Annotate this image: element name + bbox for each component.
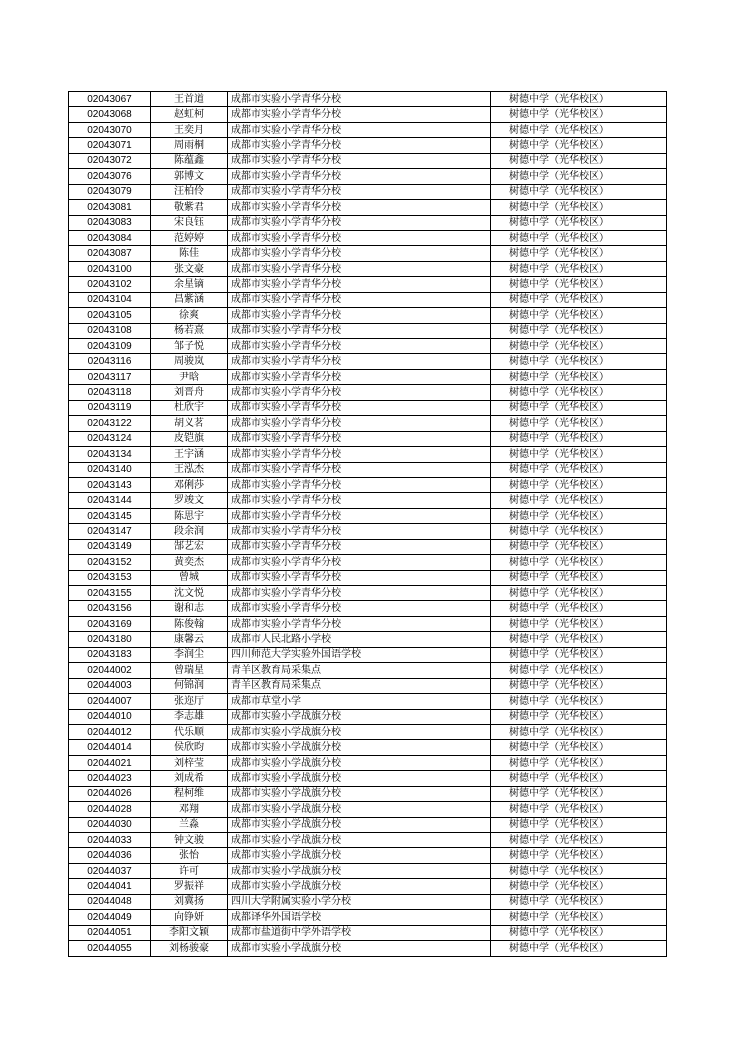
- source-school-cell: 成都市实验小学战旗分校: [228, 724, 491, 739]
- admitted-school-cell: 树德中学（光华校区）: [491, 555, 667, 570]
- source-school-cell: 成都市实验小学青华分校: [228, 616, 491, 631]
- admitted-school-cell: 树德中学（光华校区）: [491, 833, 667, 848]
- admitted-school-cell: 树德中学（光华校区）: [491, 632, 667, 647]
- student-id-cell: 02043180: [69, 632, 151, 647]
- student-name-cell: 许可: [151, 863, 228, 878]
- student-name-cell: 邓俐莎: [151, 477, 228, 492]
- admitted-school-cell: 树德中学（光华校区）: [491, 925, 667, 940]
- student-id-cell: 02044049: [69, 910, 151, 925]
- source-school-cell: 成都市实验小学战旗分校: [228, 786, 491, 801]
- source-school-cell: 成都市实验小学青华分校: [228, 215, 491, 230]
- admitted-school-cell: 树德中学（光华校区）: [491, 771, 667, 786]
- source-school-cell: 成都市实验小学青华分校: [228, 555, 491, 570]
- student-id-cell: 02044030: [69, 817, 151, 832]
- table-row: [69, 724, 667, 739]
- admitted-school-cell: 树德中学（光华校区）: [491, 709, 667, 724]
- table-row: [69, 647, 667, 662]
- admitted-school-cell: 树德中学（光华校区）: [491, 339, 667, 354]
- student-id-cell: 02043144: [69, 493, 151, 508]
- student-id-cell: 02043100: [69, 261, 151, 276]
- student-name-cell: 汪柏伶: [151, 184, 228, 199]
- source-school-cell: 成都市实验小学青华分校: [228, 477, 491, 492]
- admitted-school-cell: 树德中学（光华校区）: [491, 694, 667, 709]
- source-school-cell: 成都市实验小学战旗分校: [228, 941, 491, 956]
- source-school-cell: 成都市实验小学青华分校: [228, 200, 491, 215]
- table-row: [69, 508, 667, 523]
- table-row: [69, 431, 667, 446]
- student-id-cell: 02044048: [69, 894, 151, 909]
- student-id-cell: 02044028: [69, 802, 151, 817]
- table-row: [69, 771, 667, 786]
- table-row: [69, 848, 667, 863]
- source-school-cell: 成都市实验小学青华分校: [228, 153, 491, 168]
- student-id-cell: 02043145: [69, 508, 151, 523]
- table-row: [69, 632, 667, 647]
- student-id-cell: 02043152: [69, 555, 151, 570]
- admitted-school-cell: 树德中学（光华校区）: [491, 462, 667, 477]
- student-id-cell: 02043117: [69, 369, 151, 384]
- table-row: [69, 138, 667, 153]
- table-row: [69, 616, 667, 631]
- admitted-school-cell: 树德中学（光华校区）: [491, 292, 667, 307]
- source-school-cell: 青羊区教育局采集点: [228, 663, 491, 678]
- table-row: [69, 308, 667, 323]
- table-row: [69, 941, 667, 956]
- student-name-cell: 周骏岚: [151, 354, 228, 369]
- student-id-cell: 02043169: [69, 616, 151, 631]
- table-row: [69, 524, 667, 539]
- admitted-school-cell: 树德中学（光华校区）: [491, 308, 667, 323]
- source-school-cell: 成都市实验小学青华分校: [228, 92, 491, 107]
- student-name-cell: 尹晗: [151, 369, 228, 384]
- admitted-school-cell: 树德中学（光华校区）: [491, 740, 667, 755]
- source-school-cell: 成都市实验小学青华分校: [228, 292, 491, 307]
- student-id-cell: 02044036: [69, 848, 151, 863]
- admitted-school-cell: 树德中学（光华校区）: [491, 107, 667, 122]
- source-school-cell: 成都市实验小学青华分校: [228, 601, 491, 616]
- student-name-cell: 曾瑞星: [151, 663, 228, 678]
- source-school-cell: 成都市实验小学战旗分校: [228, 863, 491, 878]
- admission-table: [68, 91, 667, 957]
- student-name-cell: 谢和志: [151, 601, 228, 616]
- table-row: [69, 246, 667, 261]
- student-id-cell: 02043140: [69, 462, 151, 477]
- student-name-cell: 陈蕴鑫: [151, 153, 228, 168]
- student-id-cell: 02044007: [69, 694, 151, 709]
- source-school-cell: 成都市实验小学青华分校: [228, 230, 491, 245]
- student-name-cell: 侯欣昀: [151, 740, 228, 755]
- table-row: [69, 925, 667, 940]
- source-school-cell: 成都市实验小学青华分校: [228, 323, 491, 338]
- source-school-cell: 成都市实验小学青华分校: [228, 138, 491, 153]
- student-id-cell: 02043156: [69, 601, 151, 616]
- student-name-cell: 向铮妍: [151, 910, 228, 925]
- student-id-cell: 02043102: [69, 277, 151, 292]
- admitted-school-cell: 树德中学（光华校区）: [491, 385, 667, 400]
- admitted-school-cell: 树德中学（光华校区）: [491, 277, 667, 292]
- source-school-cell: 成都市实验小学战旗分校: [228, 771, 491, 786]
- student-id-cell: 02044055: [69, 941, 151, 956]
- student-name-cell: 刘晋舟: [151, 385, 228, 400]
- student-id-cell: 02043070: [69, 122, 151, 137]
- admitted-school-cell: 树德中学（光华校区）: [491, 848, 667, 863]
- source-school-cell: 成都市实验小学战旗分校: [228, 848, 491, 863]
- table-row: [69, 894, 667, 909]
- admitted-school-cell: 树德中学（光华校区）: [491, 539, 667, 554]
- student-id-cell: 02044003: [69, 678, 151, 693]
- student-name-cell: 李阳文颖: [151, 925, 228, 940]
- student-name-cell: 王宇涵: [151, 447, 228, 462]
- table-row: [69, 601, 667, 616]
- student-name-cell: 宋良钰: [151, 215, 228, 230]
- admitted-school-cell: 树德中学（光华校区）: [491, 92, 667, 107]
- student-id-cell: 02043104: [69, 292, 151, 307]
- source-school-cell: 四川大学附属实验小学分校: [228, 894, 491, 909]
- student-id-cell: 02043108: [69, 323, 151, 338]
- table-row: [69, 416, 667, 431]
- table-row: [69, 678, 667, 693]
- table-row: [69, 92, 667, 107]
- student-id-cell: 02043083: [69, 215, 151, 230]
- student-name-cell: 程柯维: [151, 786, 228, 801]
- admitted-school-cell: 树德中学（光华校区）: [491, 261, 667, 276]
- admitted-school-cell: 树德中学（光华校区）: [491, 323, 667, 338]
- admitted-school-cell: 树德中学（光华校区）: [491, 586, 667, 601]
- admitted-school-cell: 树德中学（光华校区）: [491, 570, 667, 585]
- student-name-cell: 张怡: [151, 848, 228, 863]
- student-name-cell: 邓翔: [151, 802, 228, 817]
- table-row: [69, 462, 667, 477]
- student-name-cell: 王首道: [151, 92, 228, 107]
- source-school-cell: 成都市人民北路小学校: [228, 632, 491, 647]
- student-name-cell: 陈佳: [151, 246, 228, 261]
- table-row: [69, 539, 667, 554]
- student-id-cell: 02044023: [69, 771, 151, 786]
- student-id-cell: 02044041: [69, 879, 151, 894]
- student-id-cell: 02043087: [69, 246, 151, 261]
- admitted-school-cell: 树德中学（光华校区）: [491, 431, 667, 446]
- student-name-cell: 刘梓莹: [151, 755, 228, 770]
- student-id-cell: 02044002: [69, 663, 151, 678]
- source-school-cell: 成都市实验小学青华分校: [228, 431, 491, 446]
- source-school-cell: 成都市实验小学战旗分校: [228, 833, 491, 848]
- student-id-cell: 02043105: [69, 308, 151, 323]
- student-id-cell: 02044033: [69, 833, 151, 848]
- table-row: [69, 385, 667, 400]
- student-id-cell: 02043118: [69, 385, 151, 400]
- table-row: [69, 200, 667, 215]
- source-school-cell: 成都市实验小学青华分校: [228, 447, 491, 462]
- student-name-cell: 钟文骏: [151, 833, 228, 848]
- admitted-school-cell: 树德中学（光华校区）: [491, 369, 667, 384]
- table-row: [69, 369, 667, 384]
- student-id-cell: 02043183: [69, 647, 151, 662]
- student-id-cell: 02043124: [69, 431, 151, 446]
- student-name-cell: 胡义茗: [151, 416, 228, 431]
- table-row: [69, 802, 667, 817]
- admitted-school-cell: 树德中学（光华校区）: [491, 601, 667, 616]
- student-name-cell: 余星镝: [151, 277, 228, 292]
- table-body: [69, 92, 667, 957]
- student-name-cell: 郭博文: [151, 169, 228, 184]
- table-row: [69, 586, 667, 601]
- student-name-cell: 赵虹柯: [151, 107, 228, 122]
- admitted-school-cell: 树德中学（光华校区）: [491, 184, 667, 199]
- source-school-cell: 成都市实验小学青华分校: [228, 277, 491, 292]
- admitted-school-cell: 树德中学（光华校区）: [491, 647, 667, 662]
- student-name-cell: 代乐顺: [151, 724, 228, 739]
- student-name-cell: 周雨桐: [151, 138, 228, 153]
- admitted-school-cell: 树德中学（光华校区）: [491, 416, 667, 431]
- student-id-cell: 02043122: [69, 416, 151, 431]
- admitted-school-cell: 树德中学（光华校区）: [491, 447, 667, 462]
- admitted-school-cell: 树德中学（光华校区）: [491, 817, 667, 832]
- source-school-cell: 成都市实验小学青华分校: [228, 261, 491, 276]
- source-school-cell: 成都市实验小学青华分校: [228, 493, 491, 508]
- table-row: [69, 694, 667, 709]
- source-school-cell: 成都市实验小学战旗分校: [228, 755, 491, 770]
- student-name-cell: 刘冀扬: [151, 894, 228, 909]
- table-row: [69, 786, 667, 801]
- student-name-cell: 张迩厅: [151, 694, 228, 709]
- student-id-cell: 02043067: [69, 92, 151, 107]
- student-name-cell: 昌紫涵: [151, 292, 228, 307]
- source-school-cell: 成都市实验小学青华分校: [228, 246, 491, 261]
- table-row: [69, 184, 667, 199]
- admitted-school-cell: 树德中学（光华校区）: [491, 524, 667, 539]
- table-row: [69, 215, 667, 230]
- source-school-cell: 成都市实验小学青华分校: [228, 570, 491, 585]
- source-school-cell: 成都市实验小学青华分校: [228, 539, 491, 554]
- admitted-school-cell: 树德中学（光华校区）: [491, 215, 667, 230]
- student-id-cell: 02043143: [69, 477, 151, 492]
- student-id-cell: 02043068: [69, 107, 151, 122]
- student-name-cell: 陈思宇: [151, 508, 228, 523]
- admitted-school-cell: 树德中学（光华校区）: [491, 941, 667, 956]
- admitted-school-cell: 树德中学（光华校区）: [491, 802, 667, 817]
- student-name-cell: 李志雄: [151, 709, 228, 724]
- student-name-cell: 沈文悦: [151, 586, 228, 601]
- admitted-school-cell: 树德中学（光华校区）: [491, 477, 667, 492]
- student-id-cell: 02043084: [69, 230, 151, 245]
- table-row: [69, 663, 667, 678]
- source-school-cell: 成都市实验小学青华分校: [228, 400, 491, 415]
- student-name-cell: 徐爽: [151, 308, 228, 323]
- student-name-cell: 王泓杰: [151, 462, 228, 477]
- table-row: [69, 107, 667, 122]
- admitted-school-cell: 树德中学（光华校区）: [491, 755, 667, 770]
- student-id-cell: 02043147: [69, 524, 151, 539]
- admitted-school-cell: 树德中学（光华校区）: [491, 663, 667, 678]
- source-school-cell: 成都市草堂小学: [228, 694, 491, 709]
- student-name-cell: 范婷婷: [151, 230, 228, 245]
- source-school-cell: 成都市实验小学战旗分校: [228, 709, 491, 724]
- student-name-cell: 陈俊翰: [151, 616, 228, 631]
- table-row: [69, 910, 667, 925]
- table-row: [69, 817, 667, 832]
- student-name-cell: 张文豪: [151, 261, 228, 276]
- source-school-cell: 成都市实验小学青华分校: [228, 508, 491, 523]
- source-school-cell: 成都市实验小学战旗分校: [228, 817, 491, 832]
- table-row: [69, 400, 667, 415]
- student-name-cell: 罗竣文: [151, 493, 228, 508]
- student-id-cell: 02043116: [69, 354, 151, 369]
- student-name-cell: 黄奕杰: [151, 555, 228, 570]
- source-school-cell: 成都市实验小学青华分校: [228, 308, 491, 323]
- table-row: [69, 709, 667, 724]
- table-row: [69, 122, 667, 137]
- student-id-cell: 02044012: [69, 724, 151, 739]
- table-row: [69, 570, 667, 585]
- student-id-cell: 02043081: [69, 200, 151, 215]
- student-name-cell: 王奕月: [151, 122, 228, 137]
- admitted-school-cell: 树德中学（光华校区）: [491, 354, 667, 369]
- admitted-school-cell: 树德中学（光华校区）: [491, 246, 667, 261]
- student-id-cell: 02043076: [69, 169, 151, 184]
- table-row: [69, 740, 667, 755]
- student-name-cell: 杜欣宇: [151, 400, 228, 415]
- source-school-cell: 成都市实验小学青华分校: [228, 586, 491, 601]
- source-school-cell: 成都市实验小学战旗分校: [228, 802, 491, 817]
- table-row: [69, 277, 667, 292]
- admitted-school-cell: 树德中学（光华校区）: [491, 138, 667, 153]
- student-name-cell: 李润尘: [151, 647, 228, 662]
- student-name-cell: 曾城: [151, 570, 228, 585]
- source-school-cell: 成都市实验小学战旗分校: [228, 879, 491, 894]
- student-name-cell: 罗振祥: [151, 879, 228, 894]
- admitted-school-cell: 树德中学（光华校区）: [491, 879, 667, 894]
- student-id-cell: 02043155: [69, 586, 151, 601]
- student-id-cell: 02043071: [69, 138, 151, 153]
- student-name-cell: 敬紫君: [151, 200, 228, 215]
- admitted-school-cell: 树德中学（光华校区）: [491, 400, 667, 415]
- admitted-school-cell: 树德中学（光华校区）: [491, 230, 667, 245]
- source-school-cell: 成都市实验小学青华分校: [228, 416, 491, 431]
- table-row: [69, 833, 667, 848]
- student-name-cell: 郜艺宏: [151, 539, 228, 554]
- admitted-school-cell: 树德中学（光华校区）: [491, 678, 667, 693]
- source-school-cell: 四川师范大学实验外国语学校: [228, 647, 491, 662]
- student-id-cell: 02043119: [69, 400, 151, 415]
- source-school-cell: 成都市实验小学青华分校: [228, 369, 491, 384]
- student-name-cell: 刘杨骏豪: [151, 941, 228, 956]
- student-name-cell: 康馨云: [151, 632, 228, 647]
- student-name-cell: 皮铠旗: [151, 431, 228, 446]
- source-school-cell: 成都市实验小学青华分校: [228, 339, 491, 354]
- admitted-school-cell: 树德中学（光华校区）: [491, 910, 667, 925]
- source-school-cell: 成都市实验小学战旗分校: [228, 740, 491, 755]
- table-row: [69, 477, 667, 492]
- student-name-cell: 邹子悦: [151, 339, 228, 354]
- table-row: [69, 323, 667, 338]
- student-name-cell: 段余润: [151, 524, 228, 539]
- admitted-school-cell: 树德中学（光华校区）: [491, 894, 667, 909]
- source-school-cell: 成都市实验小学青华分校: [228, 462, 491, 477]
- admitted-school-cell: 树德中学（光华校区）: [491, 200, 667, 215]
- student-id-cell: 02043149: [69, 539, 151, 554]
- table-row: [69, 292, 667, 307]
- source-school-cell: 成都市实验小学青华分校: [228, 385, 491, 400]
- student-name-cell: 刘成希: [151, 771, 228, 786]
- table-row: [69, 153, 667, 168]
- student-id-cell: 02043109: [69, 339, 151, 354]
- admitted-school-cell: 树德中学（光华校区）: [491, 786, 667, 801]
- student-id-cell: 02043153: [69, 570, 151, 585]
- student-name-cell: 杨若熹: [151, 323, 228, 338]
- admitted-school-cell: 树德中学（光华校区）: [491, 122, 667, 137]
- table-row: [69, 447, 667, 462]
- table-row: [69, 230, 667, 245]
- source-school-cell: 成都市实验小学青华分校: [228, 107, 491, 122]
- admitted-school-cell: 树德中学（光华校区）: [491, 153, 667, 168]
- table-row: [69, 261, 667, 276]
- student-id-cell: 02043072: [69, 153, 151, 168]
- table-row: [69, 493, 667, 508]
- student-name-cell: 兰淼: [151, 817, 228, 832]
- student-id-cell: 02044037: [69, 863, 151, 878]
- source-school-cell: 成都市盐道街中学外语学校: [228, 925, 491, 940]
- source-school-cell: 成都市实验小学青华分校: [228, 524, 491, 539]
- source-school-cell: 成都市实验小学青华分校: [228, 184, 491, 199]
- student-id-cell: 02043079: [69, 184, 151, 199]
- table-row: [69, 169, 667, 184]
- admitted-school-cell: 树德中学（光华校区）: [491, 493, 667, 508]
- student-id-cell: 02044026: [69, 786, 151, 801]
- source-school-cell: 成都市实验小学青华分校: [228, 354, 491, 369]
- table-row: [69, 339, 667, 354]
- table-row: [69, 863, 667, 878]
- admitted-school-cell: 树德中学（光华校区）: [491, 724, 667, 739]
- source-school-cell: 成都市实验小学青华分校: [228, 122, 491, 137]
- admitted-school-cell: 树德中学（光华校区）: [491, 508, 667, 523]
- admitted-school-cell: 树德中学（光华校区）: [491, 169, 667, 184]
- admitted-school-cell: 树德中学（光华校区）: [491, 863, 667, 878]
- student-id-cell: 02044051: [69, 925, 151, 940]
- student-name-cell: 何锦润: [151, 678, 228, 693]
- table-row: [69, 879, 667, 894]
- source-school-cell: 成都市实验小学青华分校: [228, 169, 491, 184]
- admitted-school-cell: 树德中学（光华校区）: [491, 616, 667, 631]
- table-row: [69, 354, 667, 369]
- source-school-cell: 成都译华外国语学校: [228, 910, 491, 925]
- table-row: [69, 555, 667, 570]
- student-id-cell: 02044010: [69, 709, 151, 724]
- source-school-cell: 青羊区教育局采集点: [228, 678, 491, 693]
- student-id-cell: 02043134: [69, 447, 151, 462]
- student-id-cell: 02044014: [69, 740, 151, 755]
- student-id-cell: 02044021: [69, 755, 151, 770]
- table-row: [69, 755, 667, 770]
